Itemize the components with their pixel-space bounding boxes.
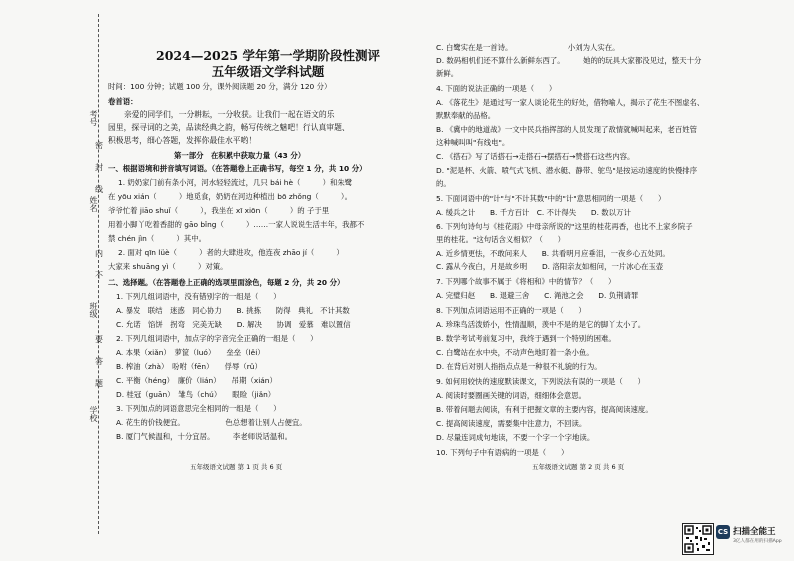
option-line: A. 本果（xiǎn） 萝筐（luó） 垒垒（lěi）: [116, 348, 265, 357]
option-line: D. 在背后对别人指指点点是一种很不礼貌的行为。: [436, 362, 602, 371]
question-line: 1. 奶奶家门前有条小河，河水轻轻流过，几只 bái hè（ ）和朱鹭: [118, 178, 353, 187]
preface-heading: 卷首语：: [108, 97, 138, 106]
binding-margin: [0, 0, 104, 561]
option-line: B. 榨油（zhà） 吩咐（fēn） 俘辱（rǔ）: [116, 362, 262, 371]
option-line: C. 平衡（héng） 廉价（lián） 吊期（xián）: [116, 376, 277, 385]
option-line: C. 露从今夜白，月是故乡明 D. 洛阳亲友如相问，一片冰心在玉壶: [436, 262, 664, 271]
question-line: 爷爷忙着 jiāo shuǐ（ ），我坐在 xī xiōn（ ）的 子于里: [108, 206, 330, 215]
option-line: B. 带着问题去阅读，有利于把握文章的主要内容，提高阅读速度。: [436, 405, 653, 414]
seal-mark: 内: [95, 249, 103, 258]
seal-mark: 要: [95, 335, 103, 344]
option-line: A. 花生的价钱便宜。 色总想着让别人占便宜。: [116, 418, 307, 427]
option-line: D. "泥是杯、火箭、喷气式飞机、潜水艇、静带、鸵鸟"是按运动速度的快慢排序: [436, 166, 698, 175]
option-line: A. 阅读时要圈画关键的词语，细细体会意思。: [436, 391, 587, 400]
section-heading: 二、选择题。（在答题卷上正确的选项里面涂色，每题 2 分，共 20 分）: [108, 278, 345, 287]
page-footer: 五年级语文试题 第 1 页 共 6 页: [190, 463, 283, 471]
question-line: 4. 下面的说法正确的一项是（ ）: [436, 84, 557, 93]
question-line: 大家来 shuāng yì（ ）对策。: [108, 262, 228, 271]
seal-mark: 答: [95, 357, 103, 366]
option-line: C. 白鹭实在是一首诗。 小刘为人实在。: [436, 43, 620, 52]
option-line: A. 暴发 联结 迷惑 同心协力 B. 挑拣 防得 典礼 不计其数: [116, 306, 350, 315]
question-line: 3. 下列加点的词语意思完全相同的一组是（ ）: [116, 404, 281, 413]
camscanner-subtitle: 3亿人都在用的扫描App: [733, 539, 782, 544]
question-line: 2. 下列几组词语中，加点字的字音完全正确的一组是（ ）: [116, 334, 318, 343]
option-line: B. 《冀中的地道战》一文中民兵指挥部的人员发现了敌情就喊叫起来，老百姓管: [436, 125, 698, 134]
option-line: A. 珍珠鸟活泼娇小，性情温顺，羡中不是的是它的脚丫太小了。: [436, 320, 646, 329]
option-line: C. 允诺 馅饼 拐弯 完美无缺 D. 解决 协调 爱慕 难以置信: [116, 320, 351, 329]
question-line: 里的桂花。"这句话含义相似？（ ）: [436, 235, 566, 244]
margin-label-name: 姓名: [89, 196, 98, 212]
option-line: C. 白鹭站在水中央，不动声色地盯着一条小鱼。: [436, 348, 594, 357]
option-line: 新鲜。: [436, 69, 459, 78]
question-line: 禁 chén jìn（ ）其中。: [108, 234, 206, 243]
question-line: 7. 下列哪个故事不属于《将相和》中的情节？（ ）: [436, 277, 616, 286]
score-info: 时间：100 分钟；试题 100 分，课外阅读题 20 分，满分 120 分）: [108, 82, 332, 91]
margin-label-class: 班级: [89, 302, 98, 318]
option-line: B. 厦门气候温和，十分宜居。 李老师说话温和。: [116, 432, 293, 441]
seal-mark: 线: [95, 185, 103, 194]
page-footer: 五年级语文试题 第 2 页 共 6 页: [532, 463, 625, 471]
option-line: A. 完璧归赵 B. 退避三舍 C. 渑池之会 D. 负荆请罪: [436, 291, 639, 300]
question-line: 6. 下列句诗句与《桂花雨》中母亲所说的"这里的桂花再香，也比不上家乡院子: [436, 222, 693, 231]
question-line: 2. 面对 qīn lüè（ ）者的大肆进攻，他连夜 zhāo jí（ ）: [118, 248, 344, 257]
option-line: B. 数学考试考前复习中，我终于遇到一个特别的困难。: [436, 334, 616, 343]
option-line: A. 缓兵之计 B. 千方百计 C. 不计得失 D. 数以万计: [436, 208, 631, 217]
question-line: 8. 下列加点词语运用不正确的一项是（ ）: [436, 306, 586, 315]
option-line: 的。: [436, 179, 451, 188]
preface-line: 积极思考，细心答题，发挥你最佳水平哟！: [108, 136, 257, 145]
exam-title: 2024—2025 学年第一学期阶段性测评: [156, 48, 380, 63]
exam-subtitle: 五年级语文学科试题: [211, 64, 325, 79]
question-line: 5. 下面词语中的"计"与"不计其数"中的"计"意思相同的一项是（ ）: [436, 194, 666, 203]
seal-mark: 密: [95, 141, 103, 150]
camscanner-title: 扫描全能王: [733, 527, 776, 537]
preface-line: 亲爱的同学们，一分耕耘，一分收获。让我们一起在语文的乐: [124, 110, 335, 119]
margin-label-school: 学校: [89, 406, 98, 422]
camscanner-logo-icon: CS: [716, 525, 730, 539]
option-line: D. 桂冠（guān） 雏鸟（chú） 眼睑（jiǎn）: [116, 390, 276, 399]
part-one-heading: 第一部分 在积累中获取力量（43 分）: [174, 151, 306, 160]
option-line: D. 尽量连词成句地读，不要一个字一个字地读。: [436, 433, 595, 442]
seal-mark: 不: [95, 271, 103, 280]
preface-line: 园里，探寻词的之美，品读经典之韵，畅写传统之魅吧！行认真审题、: [108, 123, 350, 132]
option-line: D. 数码相机们还不算什么新鲜东西了。 她的的玩具大家都没见过，整天十分: [436, 56, 702, 65]
option-line: A. 近乡情更怯，不敢问来人 B. 共看明月应垂泪，一夜乡心五处同。: [436, 249, 670, 258]
option-line: 这种喊叫叫"有线电"。: [436, 138, 510, 147]
question-line: 9. 如何用较快的速度默读课文，下列说法有误的一项是（ ）: [436, 377, 645, 386]
qr-code-icon: [682, 523, 714, 555]
seal-mark: 封: [95, 163, 103, 172]
margin-label-exam-number: 考号: [89, 110, 98, 126]
seal-mark: 题: [95, 379, 103, 388]
section-heading: 一、根据语境和拼音填写词语。（在答题卷上正确书写，每空 1 分，共 10 分）: [108, 164, 367, 173]
question-line: 1. 下列几组词语中，没有错别字的一组是（ ）: [116, 292, 281, 301]
option-line: C. 提高阅读速度，需要集中注意力，不回读。: [436, 419, 587, 428]
question-line: 用着小脚丫吃着香甜的 gāo bǐng（ ）……一家人说说生活丰年，我都不: [108, 220, 365, 229]
question-line: 10. 下列句子中有语病的一项是（ ）: [436, 448, 569, 457]
question-line: 在 yōu xián（ ）地觅食，奶奶在河边种植出 bō zhǒng（ ）。: [108, 192, 352, 201]
option-line: C. 《搭石》写了话搭石→走搭石→摆搭石→赞搭石这些内容。: [436, 152, 635, 161]
option-line: A. 《落花生》是通过写一家人谈论花生的好处，借物喻人，揭示了花生不图虚名、: [436, 98, 705, 107]
option-line: 默默奉献的品格。: [436, 111, 496, 120]
